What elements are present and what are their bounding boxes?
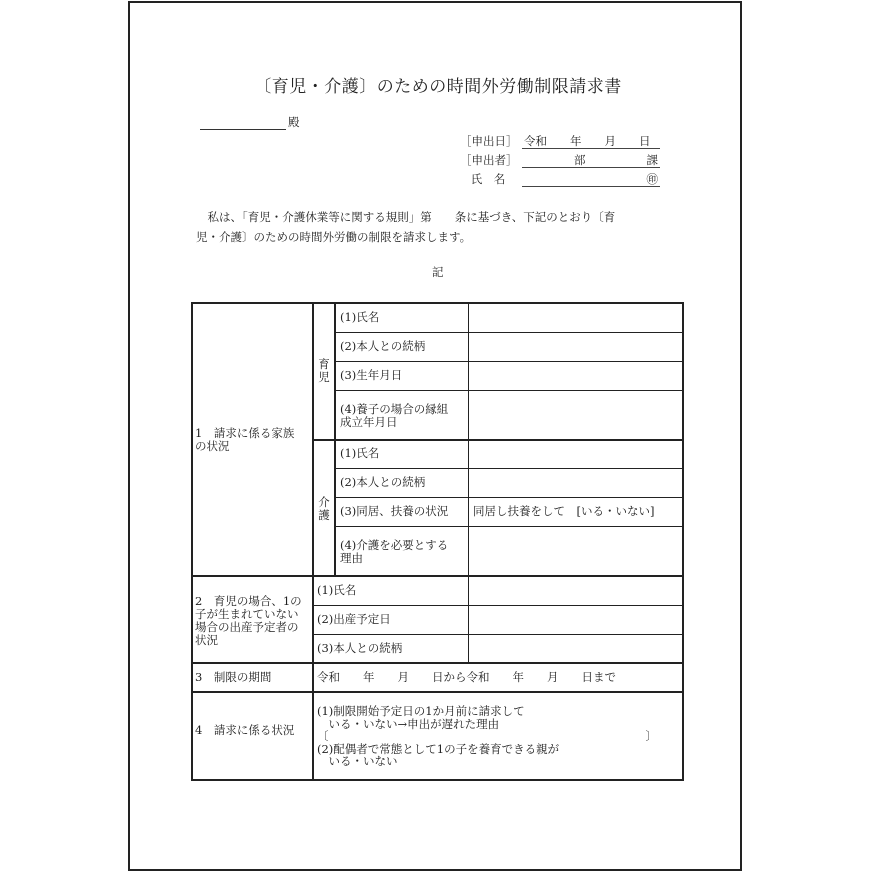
bracket-close: 〕 — [645, 729, 657, 743]
page-title: 〔育児・介護〕のための時間外労働制限請求書 — [254, 77, 622, 97]
section-1-label — [195, 427, 294, 453]
applicant-label: ［申出者］ — [460, 153, 518, 167]
section-2-label — [195, 595, 302, 647]
sec2-due-date-label: (2)出産予定日 — [317, 612, 391, 626]
kaigo-name-field[interactable] — [470, 441, 680, 468]
ki-heading: 記 — [432, 265, 444, 279]
ikuji-name-field[interactable] — [470, 304, 680, 332]
section-1-label-line-2: の状況 — [195, 439, 230, 453]
ikuji-adoption-label — [340, 403, 448, 429]
date-label: ［申出日］ — [460, 134, 518, 148]
ikuji-name-label: (1)氏名 — [340, 310, 380, 324]
ikuji-relation-label: (2)本人との続柄 — [340, 339, 426, 353]
kaigo-reason-label — [340, 539, 448, 565]
table-border-bottom — [191, 779, 684, 781]
table-border-left — [191, 302, 193, 781]
row-line — [335, 497, 683, 498]
ikuji-char-2: 児 — [318, 370, 330, 384]
seal-mark: ㊞ — [646, 172, 658, 186]
name-row — [460, 171, 660, 187]
sec2-name-field[interactable] — [470, 577, 680, 605]
label-column-divider — [312, 302, 314, 781]
request-statement — [196, 207, 664, 247]
date-row — [460, 133, 660, 149]
kaigo-reason-line-1: (4)介護を必要とする — [340, 538, 449, 552]
name-label: 氏 名 — [470, 172, 506, 186]
section-2-label-line-3: 場合の出産予定者の — [195, 620, 299, 634]
kaigo-name-label: (1)氏名 — [340, 446, 380, 460]
statement-line-1: 私は、「育児・介護休業等に関する規則」第 条に基づき、下記のとおり〔育 — [196, 210, 616, 224]
sec2-name-label: (1)氏名 — [317, 583, 357, 597]
section-divider-2 — [191, 662, 684, 664]
addressee-blank[interactable] — [200, 117, 286, 130]
kaigo-char-1: 介 — [318, 495, 330, 509]
sec2-relation-field[interactable] — [470, 635, 680, 662]
sec4-reason-bracket[interactable] — [317, 730, 657, 743]
sec2-relation-label: (3)本人との続柄 — [317, 641, 403, 655]
sec4-line-1: (1)制限開始予定日の1か月前に請求して — [317, 704, 525, 718]
sec4-line-2: いる・いない→申出が遅れた理由 — [317, 716, 500, 731]
section-4-content[interactable] — [317, 705, 657, 768]
ikuji-adoption-line-2: 成立年月日 — [340, 415, 398, 429]
addressee[interactable] — [200, 114, 300, 130]
ikuji-relation-field[interactable] — [470, 333, 680, 361]
department-field[interactable] — [522, 153, 660, 168]
sec4-line-5: いる・いない — [317, 754, 398, 768]
section-3-label: 3 制限の期間 — [195, 670, 272, 684]
period-value[interactable]: 令和 年 月 日から令和 年 月 日まで — [317, 670, 616, 684]
kaigo-cohabitation-label: (3)同居、扶養の状況 — [340, 504, 449, 518]
addressee-suffix: 殿 — [288, 115, 300, 129]
dept-suffix: 部 — [574, 153, 586, 167]
section-2-label-line-4: 状況 — [195, 633, 218, 647]
kaigo-cohabitation-value[interactable]: 同居し扶養をして [いる・いない] — [473, 504, 655, 518]
kaigo-char-2: 護 — [318, 508, 330, 522]
table-border-right — [682, 302, 684, 781]
section-suffix: 課 — [646, 153, 658, 167]
kaigo-relation-field[interactable] — [470, 469, 680, 497]
sec2-due-date-field[interactable] — [470, 606, 680, 634]
sec4-line-4: (2)配偶者で常態として1の子を養育できる親が — [317, 741, 560, 756]
section-2-label-line-2: 子が生まれていない — [195, 607, 299, 621]
kaigo-group-label — [317, 496, 331, 522]
section-1-label-line-1: 1 請求に係る家族 — [195, 426, 295, 440]
ikuji-adoption-field[interactable] — [470, 391, 680, 439]
request-table — [191, 302, 684, 781]
date-field[interactable] — [522, 134, 660, 149]
statement-line-2: 児・介護〕のための時間外労働の制限を請求します。 — [196, 230, 472, 244]
ikuji-birthdate-label: (3)生年月日 — [340, 368, 403, 382]
ikuji-birthdate-field[interactable] — [470, 362, 680, 390]
kaigo-reason-line-2: 理由 — [340, 551, 363, 565]
kaigo-reason-field[interactable] — [470, 527, 680, 575]
section-4-label: 4 請求に係る状況 — [195, 723, 295, 737]
ikuji-group-label — [317, 358, 331, 384]
applicant-row — [460, 152, 660, 168]
kaigo-relation-label: (2)本人との続柄 — [340, 475, 426, 489]
value-column-divider-1 — [468, 302, 469, 577]
section-divider-3 — [191, 691, 684, 693]
name-field[interactable] — [522, 172, 660, 187]
bracket-open: 〔 — [317, 729, 329, 743]
ikuji-char-1: 育 — [318, 357, 330, 371]
ikuji-adoption-line-1: (4)養子の場合の縁組 — [340, 402, 449, 416]
date-value: 令和 年 月 日 — [524, 134, 651, 148]
section-2-label-line-1: 2 育児の場合、1の — [195, 594, 302, 608]
value-column-divider-2 — [468, 577, 469, 663]
